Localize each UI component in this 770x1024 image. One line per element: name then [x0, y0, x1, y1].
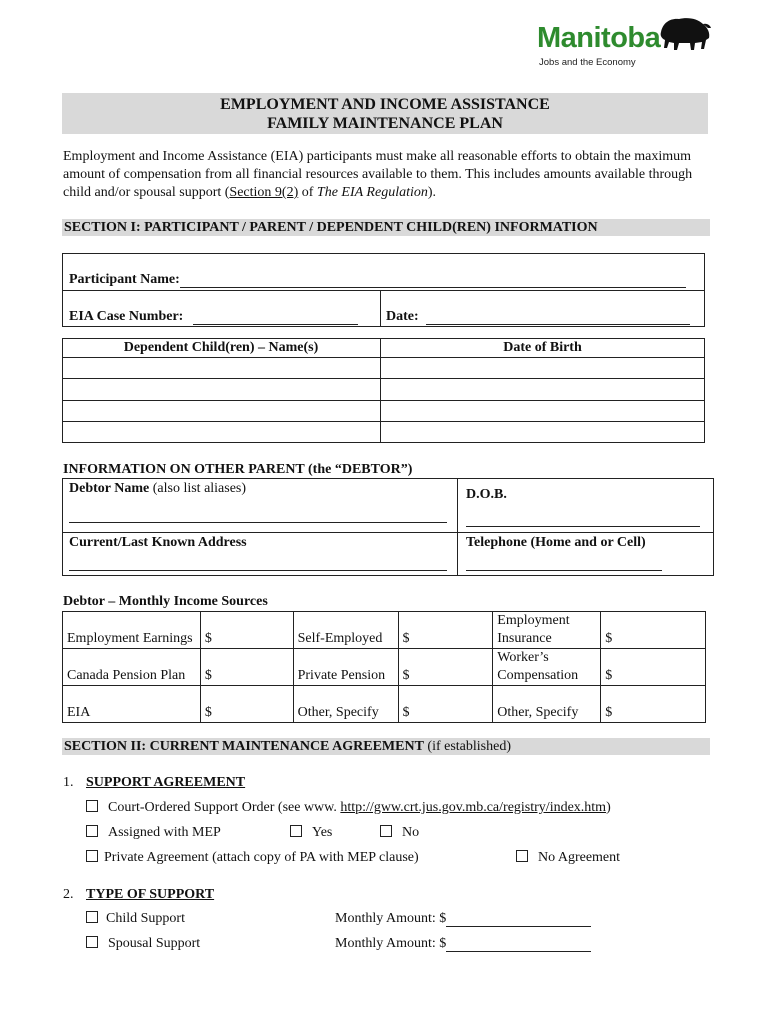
child-dob-cell-2[interactable] — [381, 379, 704, 399]
assigned-mep-checkbox[interactable] — [86, 825, 98, 837]
income-row — [63, 686, 706, 723]
telephone-label: Telephone (Home and or Cell) — [466, 535, 646, 550]
type-of-support-heading: 2. TYPE OF SUPPORT — [63, 887, 215, 902]
dob-label: D.O.B. — [466, 487, 507, 502]
child-name-cell-4[interactable] — [63, 422, 379, 442]
section2-heading: SECTION II: CURRENT MAINTENANCE AGREEMENT (if established) — [62, 738, 710, 755]
title-line-1: EMPLOYMENT AND INCOME ASSISTANCE — [220, 96, 550, 113]
child-name-cell-3[interactable] — [63, 401, 379, 420]
date-label: Date: — [386, 309, 419, 324]
date-field[interactable] — [426, 310, 690, 325]
title-line-2: FAMILY MAINTENANCE PLAN — [267, 115, 503, 132]
child-support-checkbox[interactable] — [86, 911, 98, 923]
logo-wordmark: Manitoba — [537, 22, 661, 54]
income-label: Worker’s Compensation — [493, 649, 601, 686]
income-row — [63, 649, 706, 686]
spousal-monthly-field[interactable] — [446, 937, 591, 952]
debtor-dob-field[interactable] — [466, 512, 700, 527]
spousal-support-option: Spousal Support — [86, 936, 200, 952]
income-label: Other, Specify — [493, 686, 601, 723]
participant-name-field[interactable] — [180, 273, 686, 288]
yes-checkbox[interactable] — [290, 825, 302, 837]
section-link[interactable]: Section 9(2) — [229, 185, 299, 200]
child-monthly-field[interactable] — [446, 912, 591, 927]
child-support-option: Child Support — [86, 911, 185, 927]
income-amount[interactable]: $ — [398, 686, 493, 723]
assigned-mep-option: Assigned with MEP — [86, 825, 221, 841]
income-label: Employment Insurance — [493, 612, 601, 649]
yes-option: Yes — [290, 825, 332, 841]
logo-subtitle: Jobs and the Economy — [539, 57, 636, 68]
bison-icon — [657, 16, 713, 54]
child-name-cell-1[interactable] — [63, 358, 379, 377]
income-label: EIA — [63, 686, 201, 723]
income-label: Canada Pension Plan — [63, 649, 201, 686]
income-label: Other, Specify — [293, 686, 398, 723]
income-amount[interactable]: $ — [200, 612, 293, 649]
no-checkbox[interactable] — [380, 825, 392, 837]
income-amount[interactable]: $ — [398, 612, 493, 649]
children-dob-header: Date of Birth — [503, 340, 582, 355]
income-amount[interactable]: $ — [398, 649, 493, 686]
income-amount[interactable]: $ — [200, 649, 293, 686]
participant-name-label: Participant Name: — [69, 272, 180, 287]
court-ordered-option: Court-Ordered Support Order (see www. http://gww.crt.jus.gov.mb.ca/registry/index.htm) — [86, 800, 611, 816]
income-label: Employment Earnings — [63, 612, 201, 649]
no-agreement-option: No Agreement — [516, 850, 620, 866]
private-agreement-option: Private Agreement (attach copy of PA with MEP clause) — [86, 850, 419, 866]
income-amount[interactable]: $ — [601, 649, 706, 686]
income-heading: Debtor – Monthly Income Sources — [63, 594, 268, 609]
case-number-label: EIA Case Number: — [69, 309, 184, 324]
income-table — [62, 611, 706, 723]
income-label: Self-Employed — [293, 612, 398, 649]
children-name-header: Dependent Child(ren) – Name(s) — [123, 340, 319, 355]
section1-heading: SECTION I: PARTICIPANT / PARENT / DEPENDENT CHILD(REN) INFORMATION — [62, 219, 710, 236]
private-agreement-checkbox[interactable] — [86, 850, 98, 862]
no-agreement-checkbox[interactable] — [516, 850, 528, 862]
other-parent-heading: INFORMATION ON OTHER PARENT (the “DEBTOR”) — [63, 462, 413, 477]
child-name-cell-2[interactable] — [63, 379, 379, 399]
registry-link[interactable]: http://gww.crt.jus.gov.mb.ca/registry/index.htm — [340, 800, 607, 815]
no-option: No — [380, 825, 419, 841]
spousal-support-checkbox[interactable] — [86, 936, 98, 948]
intro-paragraph: Employment and Income Assistance (EIA) participants must make all reasonable efforts to obtain the maximum amount of compensation from all financial resources available to them. This includes amounts available through child and/or spousal support (Section 9(2) of The EIA Regulation). — [63, 149, 693, 200]
income-label: Private Pension — [293, 649, 398, 686]
income-amount[interactable]: $ — [601, 686, 706, 723]
income-amount[interactable]: $ — [601, 612, 706, 649]
child-dob-cell-3[interactable] — [381, 401, 704, 420]
income-amount[interactable]: $ — [200, 686, 293, 723]
debtor-name-row: Debtor Name (also list aliases) — [69, 481, 247, 496]
child-monthly-amount: Monthly Amount: $ — [335, 911, 591, 927]
debtor-name-label: Debtor Name — [69, 481, 150, 496]
support-agreement-heading: 1. SUPPORT AGREEMENT — [63, 775, 246, 790]
address-label: Current/Last Known Address — [69, 535, 247, 550]
child-dob-cell-4[interactable] — [381, 422, 704, 442]
court-ordered-checkbox[interactable] — [86, 800, 98, 812]
income-row — [63, 612, 706, 649]
page-title — [62, 93, 708, 134]
date-row — [386, 309, 690, 325]
regulation-name: The EIA Regulation — [316, 185, 428, 200]
address-field[interactable] — [69, 556, 447, 571]
manitoba-logo — [537, 20, 717, 72]
spousal-monthly-amount: Monthly Amount: $ — [335, 936, 591, 952]
child-dob-cell-1[interactable] — [381, 358, 704, 377]
case-number-field[interactable] — [193, 310, 358, 325]
debtor-name-field[interactable] — [69, 508, 447, 523]
telephone-field[interactable] — [466, 556, 662, 571]
case-number-row — [69, 309, 358, 325]
participant-name-row — [69, 272, 686, 288]
